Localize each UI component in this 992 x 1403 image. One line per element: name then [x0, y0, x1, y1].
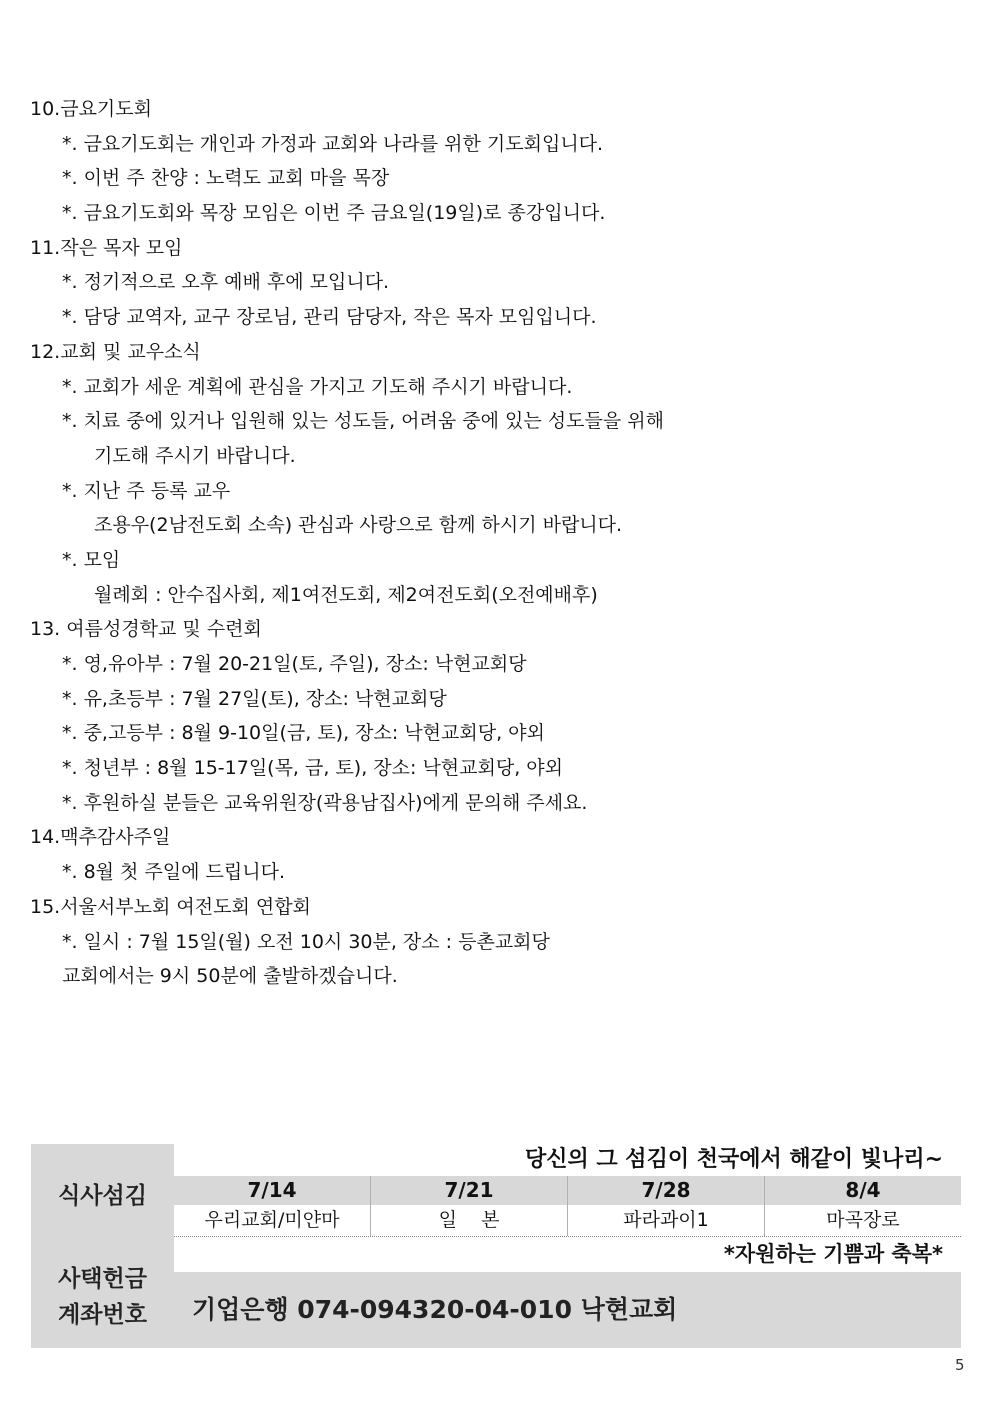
announcement-item: *. 금요기도회와 목장 모임은 이번 주 금요일(19일)로 종강입니다.	[62, 202, 606, 225]
meal-dates-row	[174, 1176, 961, 1205]
tagline: 당신의 그 섬김이 천국에서 해같이 빛나리~	[174, 1144, 961, 1176]
announcements	[30, 92, 960, 994]
announcement-line: 교회에서는 9시 50분에 출발하겠습니다.	[62, 965, 398, 988]
section-title: 13. 여름성경학교 및 수련회	[30, 618, 262, 641]
service-footer	[31, 1144, 961, 1348]
announcement-item: *. 후원하실 분들은 교육위원장(곽용남집사)에게 문의해 주세요.	[62, 791, 588, 814]
meal-place: 마곡장로	[764, 1205, 961, 1236]
announcement-item: *. 금요기도회는 개인과 가정과 교회와 나라를 위한 기도회입니다.	[62, 132, 604, 155]
announcement-item: *. 정기적으로 오후 예배 후에 모입니다.	[62, 271, 390, 294]
page-number: 5	[955, 1356, 965, 1374]
section-title: 15.서울서부노회 여전도회 연합회	[30, 895, 311, 918]
announcement-item: *. 치료 중에 있거나 입원해 있는 성도들, 어려움 중에 있는 성도들을 위해	[62, 410, 664, 433]
section-title: 10.금요기도회	[30, 98, 152, 120]
meal-place: 일 본	[370, 1205, 567, 1236]
meal-date: 8/4	[764, 1176, 961, 1205]
announcement-item: *. 중,고등부 : 8월 9-10일(금, 토), 장소: 낙현교회당, 야외	[62, 722, 545, 745]
section-title: 11.작은 목자 모임	[30, 236, 183, 259]
meal-places-row	[174, 1205, 961, 1237]
offering-note: *자원하는 기쁨과 축복*	[174, 1237, 961, 1272]
meal-place: 우리교회/미얀마	[204, 1209, 340, 1231]
offering-label: 사택헌금	[58, 1266, 147, 1292]
announcement-item: *. 청년부 : 8월 15-17일(목, 금, 토), 장소: 낙현교회당, 야외	[62, 757, 563, 780]
meal-place: 파라과이1	[567, 1205, 764, 1236]
announcement-line: 기도해 주시기 바랍니다.	[94, 444, 296, 467]
announcement-line: 조용우(2남전도회 소속) 관심과 사랑으로 함께 하시기 바랍니다.	[94, 514, 623, 537]
announcement-item: *. 교회가 세운 계획에 관심을 가지고 기도해 주시기 바랍니다.	[62, 375, 573, 398]
section-title: 12.교회 및 교우소식	[30, 340, 201, 363]
meal-date: 7/21	[370, 1176, 567, 1205]
announcement-item: *. 영,유아부 : 7월 20-21일(토, 주일), 장소: 낙현교회당	[62, 653, 527, 675]
account-label: 계좌번호	[58, 1302, 147, 1328]
announcement-item: *. 담당 교역자, 교구 장로님, 관리 담당자, 작은 목자 모임입니다.	[62, 306, 597, 329]
footer-label-column	[31, 1144, 174, 1348]
section-title: 14.맥추감사주일	[30, 826, 171, 849]
announcement-item: *. 유,초등부 : 7월 27일(토), 장소: 낙현교회당	[62, 687, 447, 710]
announcement-item: *. 지난 주 등록 교우	[62, 479, 231, 502]
announcement-line: 월례회 : 안수집사회, 제1여전도회, 제2여전도회(오전예배후)	[94, 583, 598, 606]
announcement-item: *. 모임	[62, 548, 121, 571]
announcement-item: *. 이번 주 찬양 : 노력도 교회 마을 목장	[62, 167, 390, 190]
meal-service-label: 식사섬김	[58, 1183, 147, 1209]
meal-date: 7/14	[247, 1178, 297, 1202]
meal-date: 7/28	[567, 1176, 764, 1205]
account-number: 기업은행 074-094320-04-010 낙현교회	[174, 1272, 961, 1348]
announcement-item: *. 8월 첫 주일에 드립니다.	[62, 861, 286, 884]
announcement-item: *. 일시 : 7월 15일(월) 오전 10시 30분, 장소 : 등촌교회당	[62, 930, 550, 953]
